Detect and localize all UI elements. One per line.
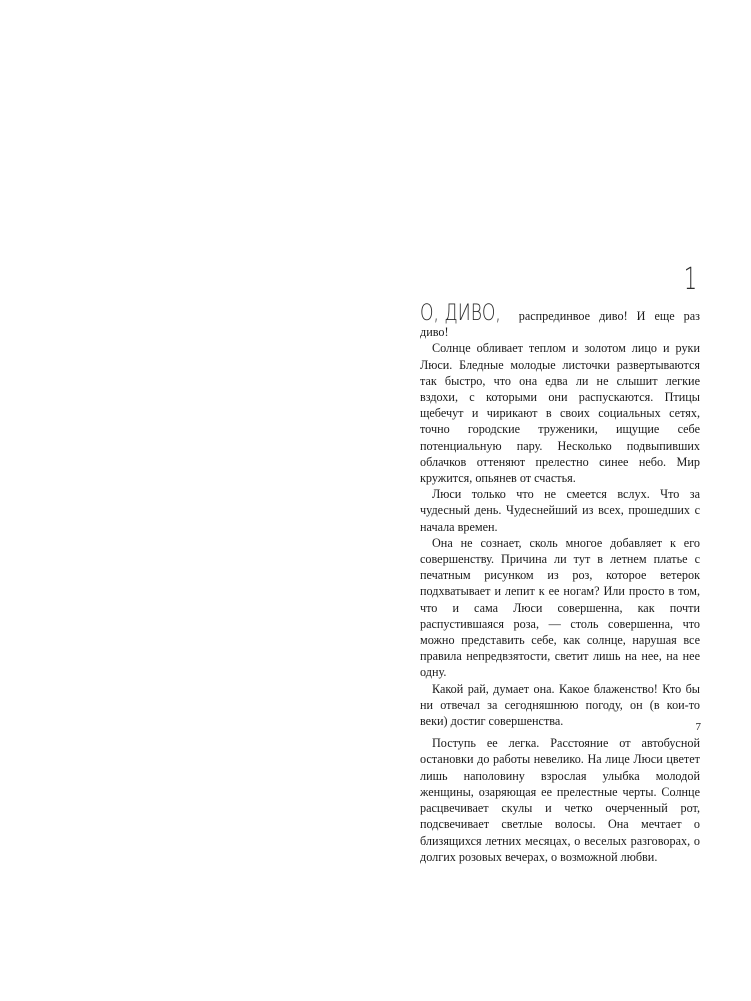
- page-number: 7: [695, 721, 701, 733]
- chapter-text: [420, 301, 700, 865]
- chapter-number: 1: [683, 262, 697, 297]
- opening-paragraph: [420, 301, 700, 340]
- paragraph: Она не сознает, сколь многое добавляет к его совершенству. Причина ли тут в летнем платье с печатным рисунком из роз, которое ветерок подхватывает и лепит к ее ногам? Или просто в том, что и сама Люси совершенна, как почти распустившаяся роза, — столь совершенна, что можно представить себе, как солнце, нарушая все правила непредвзятости, светит лишь на нее, на нее одну.: [420, 535, 700, 680]
- paragraph: Люси только что не смеется вслух. Что за чудесный день. Чудеснейший из всех, прошедших с начала времен.: [420, 487, 700, 534]
- first-line-rest: распрединвое диво! И еще раз диво!: [420, 309, 700, 340]
- chapter-lead-in: О, ДИВО,: [420, 301, 501, 326]
- paragraph: Какой рай, думает она. Какое блаженство! Кто бы ни отвечал за сегодняшнюю погоду, он (в кои-то веки) достиг совершенства.: [420, 681, 700, 729]
- paragraph: Поступь ее легка. Расстояние от автобусной остановки до работы невелико. На лице Люси цветет лишь наполовину взрослая улыбка молодой женщины, озаряющая ее прелестные черты. Солнце расцвечивает скулы и четко очерченный рот, подсвечивает светлые волосы. Она мечтает о близящихся летних месяцах, о веселых разговорах, о долгих розовых вечерах, о возможной любви.: [420, 736, 700, 864]
- paragraph: Солнце обливает теплом и золотом лицо и руки Люси. Бледные молодые листочки развертываются так быстро, что она едва ли не слышит легкие вздохи, с которыми они распускаются. Птицы щебечут и чирикают в своих социальных сетях, точно городские труженики, ищущие себе потенциальную пару. Несколько подвыпивших облачков оттеняют прелестно синее небо. Мир кружится, опьянев от счастья.: [420, 341, 700, 486]
